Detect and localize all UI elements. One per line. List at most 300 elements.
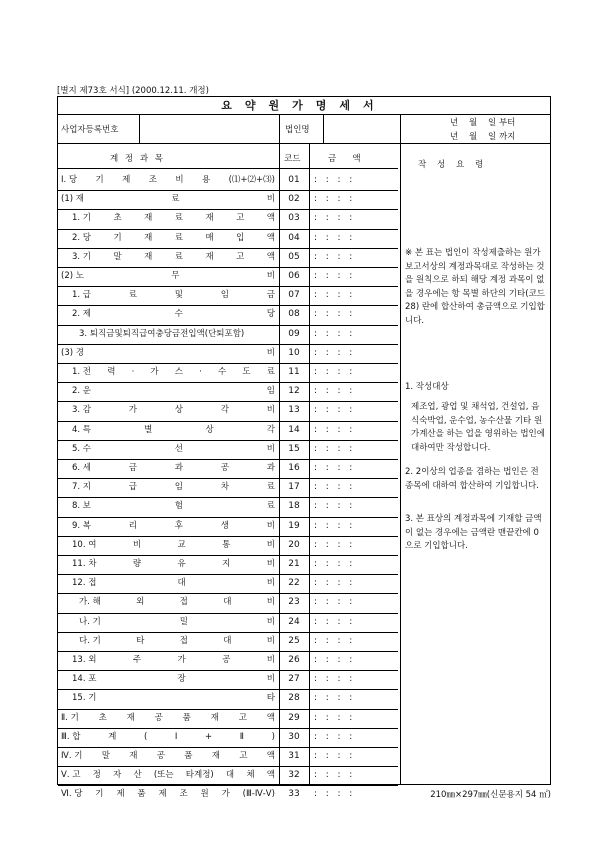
- amount-field[interactable]: : : : :: [314, 597, 354, 608]
- account-name-part: 대: [223, 635, 232, 646]
- account-name-part: ·: [199, 367, 202, 377]
- note-1-title: 1. 작성대상: [405, 382, 449, 392]
- account-name-part: 비: [266, 655, 275, 665]
- table-row: [58, 614, 400, 631]
- account-name-part: 각: [220, 405, 229, 416]
- account-name-part: 비: [266, 674, 275, 685]
- table-row: [58, 671, 400, 688]
- account-name: [61, 767, 275, 784]
- account-name-part: 주: [132, 655, 142, 665]
- account-name: [61, 268, 275, 285]
- table-row: [58, 172, 400, 189]
- account-name: [72, 690, 275, 707]
- account-name-part: 액: [266, 213, 275, 224]
- account-name-part: 료: [171, 194, 180, 205]
- account-name-part: 료: [266, 482, 275, 493]
- account-name-part: 스: [174, 367, 184, 377]
- row-separator: [58, 709, 398, 710]
- account-name-part: Ⅰ: [174, 731, 178, 742]
- row-separator: [58, 613, 398, 614]
- amount-field[interactable]: : : : :: [314, 635, 354, 646]
- account-name: [72, 575, 275, 592]
- account-code: 06: [288, 271, 300, 281]
- row-separator: [58, 478, 398, 479]
- account-name-part: 매: [205, 232, 214, 243]
- amount-field[interactable]: : : : :: [314, 578, 354, 589]
- period-end: 년 월 일 까지: [450, 132, 516, 142]
- account-name-part: 제: [116, 789, 125, 800]
- account-name-part: Ⅱ: [239, 731, 244, 742]
- account-name-part: 금: [128, 463, 138, 473]
- account-name: [72, 518, 275, 535]
- row-separator: [58, 401, 398, 402]
- amount-field[interactable]: : : : :: [314, 539, 354, 550]
- account-name-part: 비: [132, 539, 142, 550]
- account-name-part: (Ⅲ-Ⅳ-Ⅴ): [242, 789, 275, 800]
- account-code: 14: [288, 424, 300, 435]
- account-name-part: ·: [131, 367, 135, 377]
- account-name-part: 료: [174, 232, 183, 243]
- table-row: [58, 460, 400, 477]
- corp-name-label: 법인명: [285, 125, 310, 135]
- account-name: [72, 460, 275, 477]
- account-name: [61, 729, 275, 746]
- col-header-item: 계 정 과 목: [110, 154, 165, 164]
- account-name-part: 비: [266, 271, 275, 281]
- account-name-part: 공: [220, 463, 229, 473]
- account-code: 26: [288, 655, 300, 665]
- note-3: 3. 본 표상의 계정과목에 기재할 금액이 없는 경우에는 금액란 맨끝칸에 0으로 기입합니다.: [405, 514, 542, 552]
- account-name-part: 무: [171, 271, 180, 281]
- amount-field[interactable]: : : : :: [314, 194, 354, 205]
- account-name: [72, 422, 275, 439]
- account-name-part: 재: [144, 232, 153, 243]
- amount-field[interactable]: : : : :: [314, 290, 354, 301]
- table-row: [58, 748, 400, 765]
- account-name-part: 비: [266, 520, 275, 531]
- account-code: 11: [288, 367, 300, 377]
- account-name-part: 정: [92, 770, 101, 781]
- account-name-part: 3. 감: [72, 405, 92, 416]
- amount-field[interactable]: : : : :: [314, 251, 354, 262]
- account-name-part: 상: [174, 405, 183, 416]
- account-name-part: 접: [179, 635, 188, 646]
- account-name: [72, 402, 275, 419]
- account-name-part: 품: [182, 712, 191, 723]
- header-vline-2: [279, 114, 280, 143]
- account-name-part: 별: [144, 424, 153, 435]
- account-name-part: 액: [266, 751, 275, 761]
- account-name-part: 품: [184, 751, 193, 761]
- table-row: [58, 518, 400, 535]
- account-name-part: 2. 운: [72, 386, 92, 397]
- account-code: 17: [288, 482, 300, 493]
- table-row: [58, 633, 400, 650]
- account-name: [79, 614, 275, 631]
- row-separator: [58, 344, 398, 345]
- account-name-part: (1) 재: [61, 194, 84, 205]
- amount-field[interactable]: : : : :: [314, 520, 354, 531]
- account-name-part: 가: [128, 405, 138, 416]
- account-name-part: +: [205, 731, 213, 742]
- amount-field[interactable]: : : : :: [314, 559, 354, 569]
- account-code: 19: [288, 520, 300, 531]
- account-name: [72, 287, 275, 304]
- account-code: 18: [288, 501, 300, 512]
- account-name-part: 초: [98, 712, 107, 723]
- row-separator: [58, 689, 398, 690]
- account-code: 04: [288, 232, 300, 243]
- account-name-part: 상: [205, 424, 214, 435]
- account-name-part: 액: [266, 232, 275, 243]
- account-name: [72, 537, 275, 554]
- account-name-part: 임: [174, 482, 183, 493]
- table-row: [58, 652, 400, 669]
- account-name-part: 3. 퇴직금및퇴직급여충당금전입액(단퇴포함): [79, 328, 245, 339]
- row-separator: [58, 325, 398, 326]
- account-name-part: 4. 특: [72, 424, 92, 435]
- amount-field[interactable]: : : : :: [314, 309, 354, 320]
- account-name-part: 수: [218, 367, 227, 377]
- account-name-part: 료: [128, 290, 138, 301]
- account-name: [72, 479, 275, 496]
- note-1-body: 제조업, 광업 및 채석업, 건설업, 음식숙박업, 운수업, 농수산물 기타 원가계산을 하는 업을 영위하는 법인에 대하여만 작성합니다.: [411, 402, 545, 453]
- row-separator: [58, 305, 398, 306]
- account-code: 03: [288, 213, 300, 224]
- account-name: [72, 671, 275, 688]
- amount-field[interactable]: : : : :: [314, 674, 354, 685]
- header-vline-3: [323, 114, 324, 143]
- table-row: [58, 210, 400, 227]
- account-code: 02: [288, 194, 300, 205]
- row-separator: [58, 632, 398, 633]
- account-name-part: 기: [95, 789, 104, 800]
- row-separator: [58, 555, 398, 556]
- account-name-part: 비: [266, 443, 275, 454]
- amount-field[interactable]: : : : :: [314, 443, 354, 454]
- account-name-part: (3) 경: [61, 347, 84, 358]
- account-name-part: 12. 접: [72, 578, 97, 589]
- account-name: [61, 710, 275, 727]
- account-name-part: 고: [239, 751, 248, 761]
- table-row: [58, 383, 400, 400]
- account-name-part: 장: [177, 674, 186, 685]
- account-name-part: 비: [266, 539, 275, 550]
- table-row: [58, 287, 400, 304]
- account-name-part: 자: [113, 770, 122, 781]
- account-code: 15: [288, 443, 300, 454]
- account-name-part: 대: [223, 597, 232, 608]
- account-name-part: Ⅳ. 기: [61, 751, 83, 761]
- amount-field[interactable]: : : : :: [314, 175, 354, 185]
- table-row: [58, 191, 400, 208]
- table-row: [58, 230, 400, 247]
- account-name-part: Ⅱ. 기: [61, 712, 79, 723]
- account-name-part: 6. 세: [72, 463, 92, 473]
- amount-field[interactable]: : : : :: [314, 693, 354, 704]
- account-name-part: 13. 외: [72, 655, 97, 665]
- account-name-part: 타계정): [185, 770, 214, 781]
- account-name-part: 산: [133, 770, 142, 781]
- amount-field[interactable]: : : : :: [314, 367, 354, 377]
- account-name-part: 금: [266, 290, 275, 301]
- account-name-part: 계: [108, 731, 117, 742]
- account-code: 21: [288, 559, 300, 569]
- biz-reg-label: 사업자등록번호: [61, 125, 119, 135]
- account-name-part: 당: [266, 309, 275, 320]
- amount-field[interactable]: : : : :: [314, 405, 354, 416]
- account-name-part: 기: [95, 175, 104, 185]
- table-row: [58, 498, 400, 515]
- account-code: 27: [288, 674, 300, 685]
- account-name-part: 력: [107, 367, 116, 377]
- account-name-part: 체: [246, 770, 255, 781]
- account-name-part: 과: [174, 463, 183, 473]
- account-name-part: 생: [220, 520, 229, 531]
- account-name-part: 10. 여: [72, 539, 97, 550]
- amount-field[interactable]: : : : :: [314, 424, 354, 435]
- amount-field[interactable]: : : : :: [314, 789, 354, 800]
- account-code: 28: [288, 693, 300, 704]
- header-divider: [58, 143, 550, 144]
- account-name-part: 8. 보: [72, 501, 92, 512]
- account-name: [72, 652, 275, 669]
- account-name-part: 5. 수: [72, 443, 92, 454]
- form-reference: [별지 제73호 서식] (2000.12.11. 개정): [57, 86, 209, 96]
- account-name-part: 공: [156, 751, 165, 761]
- account-name-part: 비: [266, 559, 275, 569]
- account-name-part: 조: [148, 175, 157, 185]
- account-code: 29: [288, 712, 300, 723]
- paper-size-note: 210㎜×297㎜(신문용지 54 ㎡): [430, 790, 551, 800]
- account-name-part: Ⅵ. 당: [61, 789, 83, 800]
- amount-field[interactable]: : : : :: [314, 655, 354, 665]
- table-row: [58, 402, 400, 419]
- column-header-divider: [58, 168, 398, 169]
- guide-col-left: [400, 143, 401, 784]
- row-separator: [58, 286, 398, 287]
- col-header-amount: 금 액: [328, 154, 361, 164]
- account-name-part: 접: [179, 597, 188, 608]
- account-name-part: 2. 제: [72, 309, 92, 320]
- account-name-part: 재: [205, 251, 214, 262]
- amount-field[interactable]: : : : :: [314, 616, 354, 627]
- account-name-part: Ⅴ. 고: [61, 770, 81, 781]
- account-name: [72, 249, 275, 266]
- account-name-part: 재: [205, 213, 214, 224]
- account-name-part: 7. 지: [72, 482, 92, 493]
- amount-field[interactable]: : : : :: [314, 770, 354, 781]
- row-separator: [58, 209, 398, 210]
- account-name-part: 1. 전: [72, 367, 92, 377]
- row-separator: [58, 363, 398, 364]
- row-separator: [58, 747, 398, 748]
- row-separator: [58, 574, 398, 575]
- title-divider: [58, 114, 550, 115]
- account-name-part: 고: [236, 213, 245, 224]
- account-name-part: 비: [266, 597, 275, 608]
- account-name-part: 공: [222, 655, 231, 665]
- account-name-part: 14. 포: [72, 674, 97, 685]
- account-name-part: 비: [266, 405, 275, 416]
- account-name-part: 선: [174, 443, 184, 454]
- amount-field[interactable]: : : : :: [314, 501, 354, 512]
- account-name: [61, 191, 275, 208]
- account-name-part: (⑴+⑵+⑶): [228, 175, 275, 185]
- account-name-part: 가: [221, 789, 230, 800]
- table-row: [58, 786, 400, 803]
- account-name-part: 및: [174, 290, 183, 301]
- row-separator: [58, 440, 398, 441]
- account-name-part: (또는: [153, 770, 174, 781]
- row-separator: [58, 766, 398, 767]
- account-name: [72, 441, 275, 458]
- account-name-part: 재: [129, 751, 138, 761]
- table-row: [58, 326, 400, 343]
- amount-field[interactable]: : : : :: [314, 386, 354, 397]
- account-code: 32: [288, 770, 300, 781]
- account-name-part: 재: [126, 712, 135, 723]
- row-separator: [58, 382, 398, 383]
- account-name-part: 도: [242, 367, 251, 377]
- table-row: [58, 556, 400, 573]
- account-name-part: 3. 기: [72, 251, 92, 262]
- amount-field[interactable]: : : : :: [314, 232, 354, 243]
- table-row: [58, 537, 400, 554]
- account-name: [61, 786, 275, 803]
- account-code: 12: [288, 386, 300, 397]
- row-separator: [58, 229, 398, 230]
- account-name-part: 재: [211, 751, 220, 761]
- account-name-part: 비: [266, 194, 275, 205]
- account-name-part: 조: [179, 789, 188, 800]
- account-name-part: 밀: [179, 616, 188, 627]
- row-separator: [58, 651, 398, 652]
- row-separator: [58, 459, 398, 460]
- account-name-part: 고: [236, 251, 245, 262]
- table-row: [58, 268, 400, 285]
- account-name-part: 비: [266, 578, 275, 589]
- account-name-part: 차: [220, 482, 229, 493]
- account-name: [61, 345, 275, 362]
- row-separator: [58, 267, 398, 268]
- account-code: 33: [288, 789, 300, 800]
- account-name-part: 가: [150, 367, 159, 377]
- header-vline-4: [400, 114, 401, 143]
- amount-field[interactable]: : : : :: [314, 482, 354, 493]
- account-name: [61, 748, 275, 765]
- account-name: [72, 306, 275, 323]
- account-name-part: ): [271, 731, 275, 742]
- form-title: 요약원가명세서: [221, 99, 387, 112]
- account-name-part: 통: [222, 539, 231, 550]
- account-code: 24: [288, 616, 300, 627]
- account-name-part: 액: [266, 251, 275, 262]
- account-name-part: 2. 당: [72, 232, 92, 243]
- account-code: 30: [288, 731, 300, 742]
- amount-field[interactable]: : : : :: [314, 463, 354, 473]
- account-name-part: 료: [174, 251, 183, 262]
- account-name-part: 원: [200, 789, 209, 800]
- col-header-guide: 작 성 요 령: [418, 160, 484, 170]
- account-name-part: 11. 차: [72, 559, 97, 569]
- amount-field[interactable]: : : : :: [314, 751, 354, 761]
- account-name-part: 과: [266, 463, 275, 473]
- account-name-part: 입: [236, 232, 245, 243]
- account-code: 22: [288, 578, 300, 589]
- account-name-part: 외: [136, 597, 145, 608]
- account-name-part: 임: [266, 386, 275, 397]
- table-row: [58, 729, 400, 746]
- account-name-part: 각: [266, 424, 275, 435]
- account-name: [72, 230, 275, 247]
- account-name-part: 재: [144, 251, 153, 262]
- row-separator: [58, 536, 398, 537]
- account-name-part: 기: [113, 232, 122, 243]
- account-name-part: 용: [201, 175, 211, 185]
- account-name-part: 타: [266, 693, 275, 704]
- account-name-part: 유: [177, 559, 186, 569]
- account-name-part: 험: [174, 501, 184, 512]
- table-row: [58, 690, 400, 707]
- account-code: 20: [288, 539, 300, 550]
- account-name-part: 다. 기: [79, 635, 101, 646]
- account-name-part: 타: [136, 635, 145, 646]
- row-separator: [58, 517, 398, 518]
- account-name-part: 비: [266, 616, 275, 627]
- table-row: [58, 594, 400, 611]
- account-name-part: 량: [132, 559, 142, 569]
- account-code: 13: [288, 405, 300, 416]
- account-name: [79, 326, 275, 343]
- table-row: [58, 710, 400, 727]
- account-name-part: 료: [266, 367, 275, 377]
- table-row: [58, 306, 400, 323]
- amount-field[interactable]: : : : :: [314, 731, 354, 742]
- period-start: 년 월 일 부터: [450, 118, 516, 128]
- account-name-part: 재: [210, 712, 219, 723]
- account-name: [79, 594, 275, 611]
- amount-field[interactable]: : : : :: [314, 347, 354, 358]
- account-name-part: 말: [113, 251, 122, 262]
- table-row: [58, 249, 400, 266]
- amount-field[interactable]: : : : :: [314, 712, 354, 723]
- account-name-part: 교: [177, 539, 186, 550]
- account-code: 08: [288, 309, 300, 320]
- account-name-part: 나. 기: [79, 616, 101, 627]
- account-name-part: 후: [174, 520, 183, 531]
- table-row: [58, 345, 400, 362]
- account-name-part: (: [143, 731, 148, 742]
- amount-field[interactable]: : : : :: [314, 271, 354, 281]
- row-separator: [58, 421, 398, 422]
- account-name-part: 대: [177, 578, 186, 589]
- account-name-part: (2) 노: [61, 271, 84, 281]
- account-code: 25: [288, 635, 300, 646]
- table-row: [58, 767, 400, 784]
- account-code: 23: [288, 597, 300, 608]
- amount-field[interactable]: : : : :: [314, 328, 354, 339]
- account-name-part: 초: [113, 213, 122, 224]
- account-name-part: 15. 기: [72, 693, 97, 704]
- account-name-part: 제: [122, 175, 131, 185]
- account-name-part: 제: [158, 789, 167, 800]
- amount-field[interactable]: : : : :: [314, 213, 354, 224]
- row-separator: [58, 670, 398, 671]
- account-code: 10: [288, 347, 300, 358]
- note-intro: ※ 본 표는 법인이 작성제출하는 원가보고서상의 계정과목대로 작성하는 것을 원칙으로 하되 해당 계정 과목이 없을 경우에는 항 목별 하단의 기타(코드28) 란에 합산하여 총금액으로 기입합니다.: [405, 248, 545, 326]
- account-name: [72, 556, 275, 573]
